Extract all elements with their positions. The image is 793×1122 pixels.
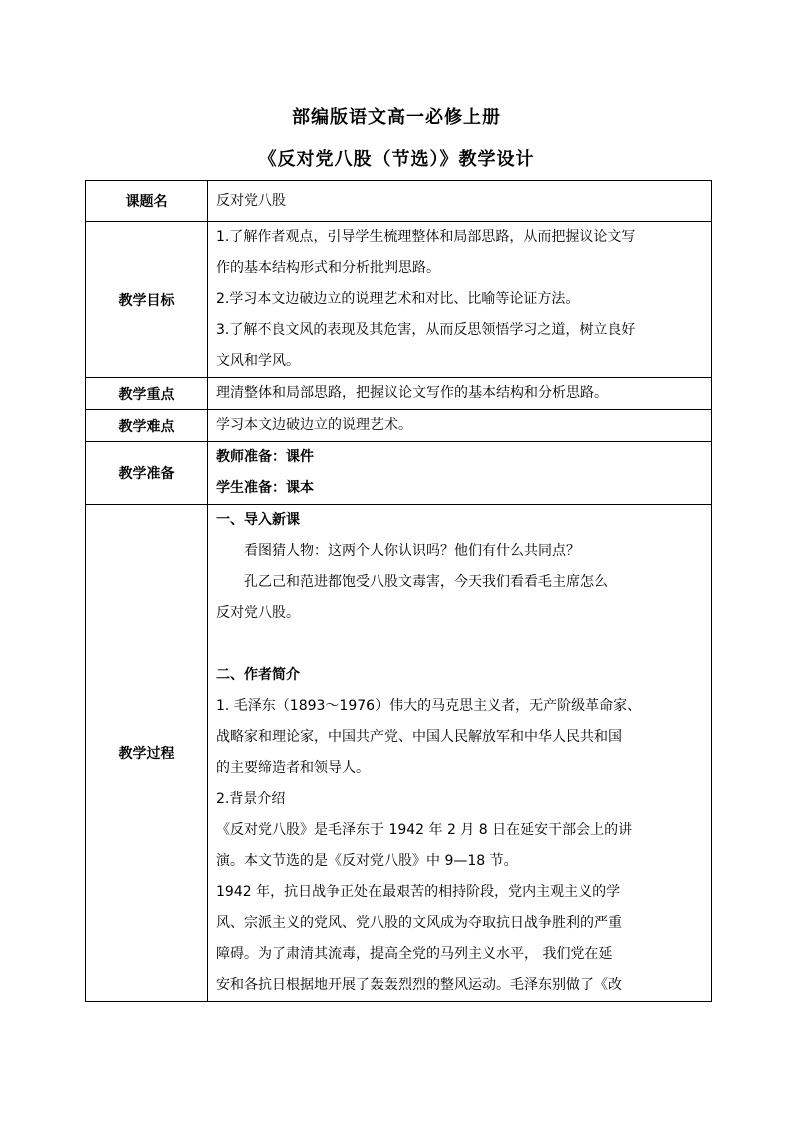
difficulties-value: 学习本文边破边立的说理艺术。 [216,417,412,433]
intro-line: 孔乙己和范进都饱受八股文毒害，今天我们看看毛主席怎么 [244,574,608,590]
author-line: 障碍。为了肃清其流毒，提高全党的马列主义水平， 我们党在延 [216,946,613,962]
intro-line: 看图猜人物：这两个人你认识吗？他们有什么共同点？ [244,543,580,559]
table-row-process [86,505,712,1002]
table-row-key-points [86,378,712,410]
objective-line: 作的基本结构形式和分析批判思路。 [216,260,440,276]
author-line: 的主要缔造者和领导人。 [216,760,370,776]
label-difficulties: 教学难点 [86,410,208,442]
label-topic: 课题名 [86,181,208,222]
author-line: 安和各抗日根据地开展了轰轰烈烈的整风运动。毛泽东别做了《改 [216,977,622,993]
table-row-preparation [86,442,712,505]
student-preparation: 学生准备：课本 [216,480,314,496]
cell-topic [208,181,712,222]
author-line: 1. 毛泽东（1893～1976）伟大的马克思主义者，无产阶级革命家、 [216,698,642,714]
intro-line: 反对党八股。 [216,605,300,621]
cell-difficulties [208,410,712,442]
table-row-difficulties [86,410,712,442]
topic-value: 反对党八股 [216,192,286,209]
lesson-plan-table [85,180,712,1002]
author-line: 2.背景介绍 [216,791,286,807]
objective-line: 2.学习本文边破边立的说理艺术和对比、比喻等论证方法。 [216,291,580,307]
objective-line: 3.了解不良文风的表现及其危害，从而反思领悟学习之道，树立良好 [216,322,636,338]
author-line: 《反对党八股》是毛泽东于 1942 年 2 月 8 日在延安干部会上的讲 [216,822,633,838]
teacher-preparation: 教师准备：课件 [216,449,314,465]
objective-line: 1.了解作者观点，引导学生梳理整体和局部思路，从而把握议论文写 [216,229,636,245]
document-title: 部编版语文高一必修上册 [292,107,501,128]
section-heading-author: 二、作者简介 [216,667,300,683]
cell-process [208,505,712,1002]
table-row-objectives [86,222,712,378]
cell-preparation [208,442,712,505]
author-line: 战略家和理论家，中国共产党、中国人民解放军和中华人民共和国 [216,729,622,745]
author-line: 演。本文节选的是《反对党八股》中 9—18 节。 [216,853,518,869]
label-preparation: 教学准备 [86,442,208,505]
objective-line: 文风和学风。 [216,353,300,369]
label-key-points: 教学重点 [86,378,208,410]
author-line: 风、宗派主义的党风、党八股的文风成为夺取抗日战争胜利的严重 [216,915,622,931]
cell-key-points [208,378,712,410]
blank-line [208,629,711,660]
cell-objectives [208,222,712,378]
label-objectives: 教学目标 [86,222,208,378]
section-heading-intro: 一、导入新课 [216,512,300,528]
label-process: 教学过程 [86,505,208,1002]
author-line: 1942 年，抗日战争正处在最艰苦的相持阶段，党内主观主义的学 [216,884,621,900]
key-points-value: 理清整体和局部思路，把握议论文写作的基本结构和分析思路。 [216,385,608,401]
table-row-topic [86,181,712,222]
document-subtitle: 《反对党八股（节选）》教学设计 [258,149,535,170]
